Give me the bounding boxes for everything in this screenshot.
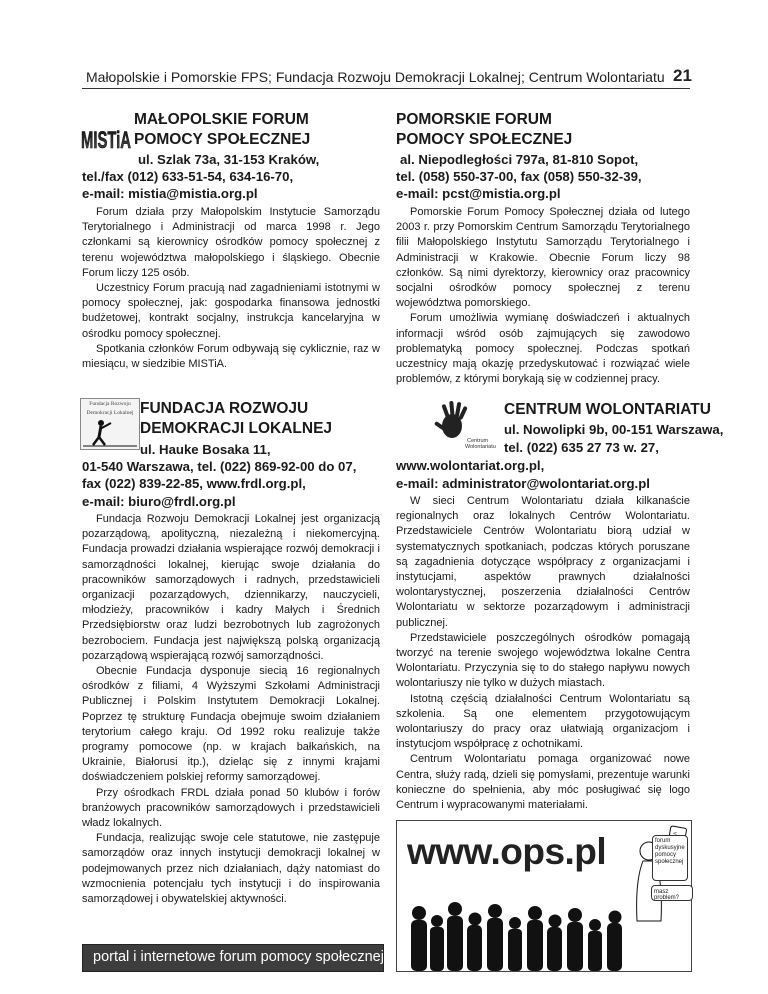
paragraph: Spotkania członków Forum odbywają się cyklicznie, raz w miesiącu, w siedzibie MISTiA. — [82, 342, 380, 371]
speech-bubble-forum — [652, 835, 688, 881]
pomorskie-title-2: POMOCY SPOŁECZNEJ — [396, 131, 573, 148]
running-title: Małopolskie i Pomorskie FPS; Fundacja Rozwoju Demokracji Lokalnej; Centrum Wolontariatu — [86, 69, 665, 85]
frdl-title-2: DEMOKRACJI LOKALNEJ — [140, 420, 333, 437]
frdl-title-1: FUNDACJA ROZWOJU — [140, 400, 309, 417]
pomorskie-address: al. Niepodległości 797a, 81-810 Sopot, — [400, 152, 639, 167]
mistia-logo-text: MISTiA — [81, 127, 131, 154]
cw-hand-logo — [436, 400, 496, 452]
bubble-problem-text: masz problem? — [654, 889, 680, 901]
speech-bubble-problem — [651, 885, 693, 901]
page-number: 21 — [673, 66, 692, 85]
frdl-email: e-mail: biuro@frdl.org.pl — [82, 494, 236, 509]
frdl-logo — [80, 398, 140, 450]
crowd-icon — [397, 821, 691, 971]
paragraph: Forum umożliwia wymianę doświadczeń i aktualnych informacji wśród osób zajmujących się zawodowo problematyką pomocy społecznej. Podczas spotkań uczestnicy mają okazję przedyskutować i rozwiązać wiele problemów, z którymi borykają się w codziennej pracy. — [396, 312, 690, 386]
cw-phone: tel. (022) 635 27 73 w. 27, — [504, 440, 659, 455]
banner-url: www.ops.pl — [407, 831, 607, 872]
cw-logo-text-2: Wolontariatu — [465, 444, 496, 450]
mistia-logo — [80, 112, 132, 158]
frdl-logo-text-2: Demokracji Lokalnej — [86, 410, 134, 416]
paragraph: Fundacja, realizując swoje cele statutowe, nie zastępuje samorządów oraz innych instytucji demokracji lokalnej w podejmowanych przez nich działaniach, dąży natomiast do wzmocnienia potencjału tych instytucji i do inspirowania samorządowej i obywatelskiej aktywności. — [82, 832, 380, 906]
cw-address: ul. Nowolipki 9b, 00-151 Warszawa, — [504, 422, 724, 437]
paragraph: Fundacja Rozwoju Demokracji Lokalnej jest organizacją pozarządową, apolityczną, niezależną i niekomercyjną. Fundacja prowadzi działania wspierające rozwój demokracji i samorządności lokalnej, kierując swoje działania do pracowników samorządowych i radnych, przedstawicieli organizacji pozarządowych, dziennikarzy, nauczycieli, młodzieży, pracowników i kadry Małych i Średnich Przedsiębiorstw oraz ludzi bezrobotnych lub zagrożonych bezrobociem. Fundacja jest największą polską organizacją pozarządową wspierającą rozwój samorządności. — [82, 513, 380, 662]
mistia-phone: tel./fax (012) 633-51-54, 634-16-70, — [82, 169, 294, 184]
banner-footer-text: portal i internetowe forum pomocy społecznej — [93, 949, 384, 965]
cw-website: www.wolontariat.org.pl, — [396, 458, 545, 473]
bubble-forum-text: forum dyskusyjne pomocy społecznej — [655, 838, 685, 865]
paragraph: Uczestnicy Forum pracują nad zagadnieniami istotnymi w pomocy społecznej, jak: gospodarka finansowa jednostki budżetowej, kontrakt socjalny, instrukcja kancelaryjna w ośrodku pomocy społecznej. — [82, 282, 380, 340]
ops-banner — [396, 820, 692, 972]
paragraph: Forum działa przy Małopolskim Instytucie Samorządu Terytorialnego i Administracji od marca 1998 r. Jego członkami są kierownicy ośrodków pomocy społecznej z terenu województwa małopolskiego i śląskiego. Obecnie Forum liczy 125 osób. — [82, 206, 380, 279]
paragraph: Pomorskie Forum Pomocy Społecznej działa od lutego 2003 r. przy Pomorskim Centrum Samorządu Terytorialnego filii Małopolskiego Instytutu Samorządu Terytorialnego i Administracji w Krakowie. Obecnie Forum liczy 98 członków. Są nimi dyrektorzy, kierownicy oraz pracownicy socjalni ośrodków pomocy społecznej z terenu województwa pomorskiego. — [396, 206, 690, 310]
pomorskie-phone: tel. (058) 550-37-00, fax (058) 550-32-39, — [396, 169, 642, 184]
cw-email: e-mail: administrator@wolontariat.org.pl — [396, 476, 650, 491]
header-rule — [82, 88, 690, 89]
pomorskie-body — [396, 205, 690, 387]
paragraph: Obecnie Fundacja dysponuje siecią 16 regionalnych ośrodków z filiami, 4 Wyższymi Szkołami Administracji Publicznej i Polskim Instytutem Demokracji Lokalnej. Poprzez tę strukturę Fundacja obejmuje swoim działaniem terytorium całego kraju. Od 1992 roku realizuje także programy pomocowe (np. w krajach bałkańskich, na Ukrainie, Białorusi itp.), dzieląc się z innymi krajami doświadczeniem polskiej reformy samorządowej. — [82, 665, 380, 784]
frdl-fax: fax (022) 839-22-85, www.frdl.org.pl, — [82, 476, 306, 491]
banner-footer-bar — [82, 944, 384, 972]
frdl-logo-text-1: Fundacja Rozwoju — [89, 401, 131, 407]
mistia-body — [82, 205, 380, 372]
paragraph: W sieci Centrum Wolontariatu działa kilkanaście regionalnych oraz lokalnych Centrów Wolontariatu. Przedstawiciele Centrów Wolontariatu biorą udział w systematycznych spotkaniach, podczas których poruszane są zagadnienia dotyczące współpracy z organizacjami i instytucjami, aspektów prawnych działalności wolontarystycznej, poszerzenia działalności Centrów Wolontariatu w sektorze pozarządowym i administracji publicznej. — [396, 495, 690, 629]
cw-body — [396, 494, 690, 813]
paragraph: Centrum Wolontariatu pomaga organizować nowe Centra, służy radą, dzieli się pomysłami, prezentuje warunki konieczne do spełnienia, aby móc posługiwać się logo Centrum i wypracowanymi materiałami. — [396, 753, 690, 812]
frdl-figure-icon — [81, 417, 139, 447]
paragraph: Istotną częścią działalności Centrum Wolontariatu są szkolenia. Są one elementem przygotowującym wolontariuszy do pracy oraz ułatwiają organizacjom i instytucjom współpracę z ochotnikami. — [396, 692, 690, 751]
paragraph: Przy ośrodkach FRDL działa ponad 50 klubów i forów branżowych pracowników samorządowych i przedstawicieli władz lokalnych. — [82, 786, 380, 830]
paragraph: Przedstawiciele poszczególnych ośrodków pomagają tworzyć na terenie swojego województwa lokalne Centra Wolontariatu. Przyczynia się to do stałego napływu nowych wolontariuszy nie tylko w dużych miastach. — [396, 631, 690, 690]
cw-title: CENTRUM WOLONTARIATU — [504, 401, 711, 418]
mistia-address: ul. Szlak 73a, 31-153 Kraków, — [138, 152, 320, 167]
pomorskie-email: e-mail: pcst@mistia.org.pl — [396, 186, 561, 201]
pomorskie-title-1: POMORSKIE FORUM — [396, 111, 552, 128]
frdl-body — [82, 512, 380, 907]
frdl-phone: 01-540 Warszawa, tel. (022) 869-92-00 do 07, — [82, 459, 357, 474]
cw-logo-text-1: Centrum — [467, 438, 489, 444]
mistia-title-1: MAŁOPOLSKIE FORUM — [134, 111, 309, 128]
frdl-address: ul. Hauke Bosaka 11, — [140, 442, 271, 457]
mistia-email: e-mail: mistia@mistia.org.pl — [82, 186, 258, 201]
mistia-title-2: POMOCY SPOŁECZNEJ — [134, 131, 311, 148]
